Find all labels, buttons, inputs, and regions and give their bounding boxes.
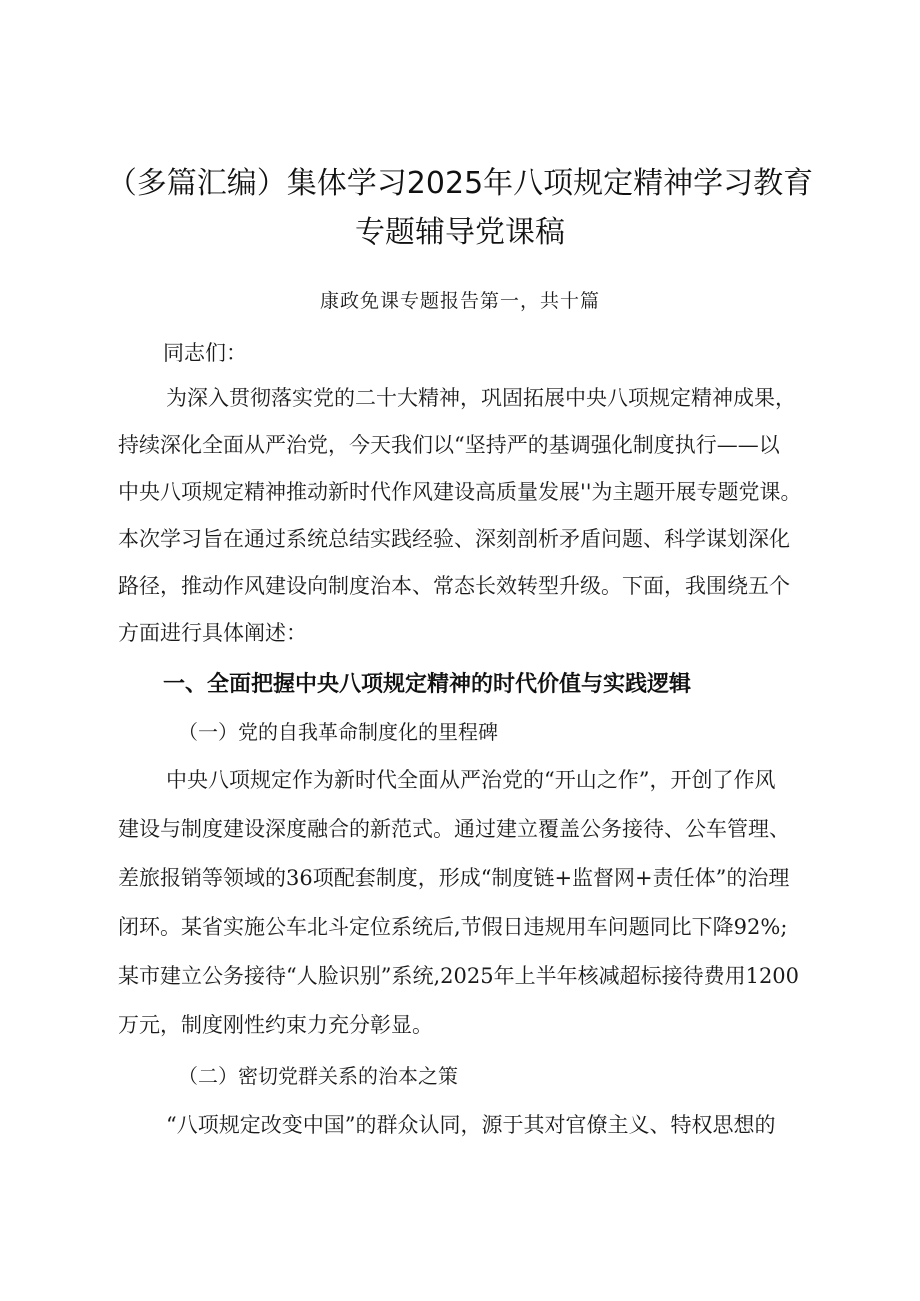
intro-line: 为深入贯彻落实党的二十大精神，巩固拓展中央八项规定精神成果，: [166, 386, 796, 410]
intro-line: 路径，推动作风建设向制度治本、常态长效转型升级。下面，我围绕五个: [118, 574, 790, 598]
document-subtitle: 康政免课专题报告第一，共十篇: [319, 290, 600, 312]
body-line: 闭环。某省实施公车北斗定位系统后,节假日违规用车问题同比下降92%;: [118, 915, 788, 939]
body-line: 差旅报销等领域的36项配套制度，形成“制度链+监督网+责任体”的治理: [118, 866, 790, 890]
intro-line: 持续深化全面从严治党，今天我们以“坚持严的基调强化制度执行——以: [118, 433, 780, 457]
body-line: 中央八项规定作为新时代全面从严治党的“开山之作”，开创了作风: [166, 768, 776, 792]
intro-line: 方面进行具体阐述：: [118, 621, 307, 645]
greeting: 同志们：: [163, 341, 247, 365]
body-line: 万元，制度刚性约束力充分彰显。: [118, 1013, 433, 1037]
body-line: 某市建立公务接待“人脸识别”系统,2025年上半年核减超标接待费用1200: [118, 964, 800, 988]
document-title-line-1: （多篇汇编）集体学习2025年八项规定精神学习教育: [106, 166, 814, 201]
document-title-line-2: 专题辅导党课稿: [355, 215, 565, 250]
body-line: “八项规定改变中国”的群众认同，源于其对官僚主义、特权思想的: [166, 1113, 776, 1137]
section-1-heading: 一、全面把握中央八项规定精神的时代价值与实践逻辑: [163, 672, 692, 697]
subsection-2-heading: （二）密切党群关系的治本之策: [178, 1064, 458, 1088]
subsection-1-heading: （一）党的自我革命制度化的里程碑: [178, 720, 498, 744]
body-line: 建设与制度建设深度融合的新范式。通过建立覆盖公务接待、公车管理、: [118, 817, 790, 841]
intro-line: 中央八项规定精神推动新时代作风建设高质量发展''为主题开展专题党课。: [118, 480, 802, 504]
intro-line: 本次学习旨在通过系统总结实践经验、深刻剖析矛盾问题、科学谋划深化: [118, 527, 790, 551]
